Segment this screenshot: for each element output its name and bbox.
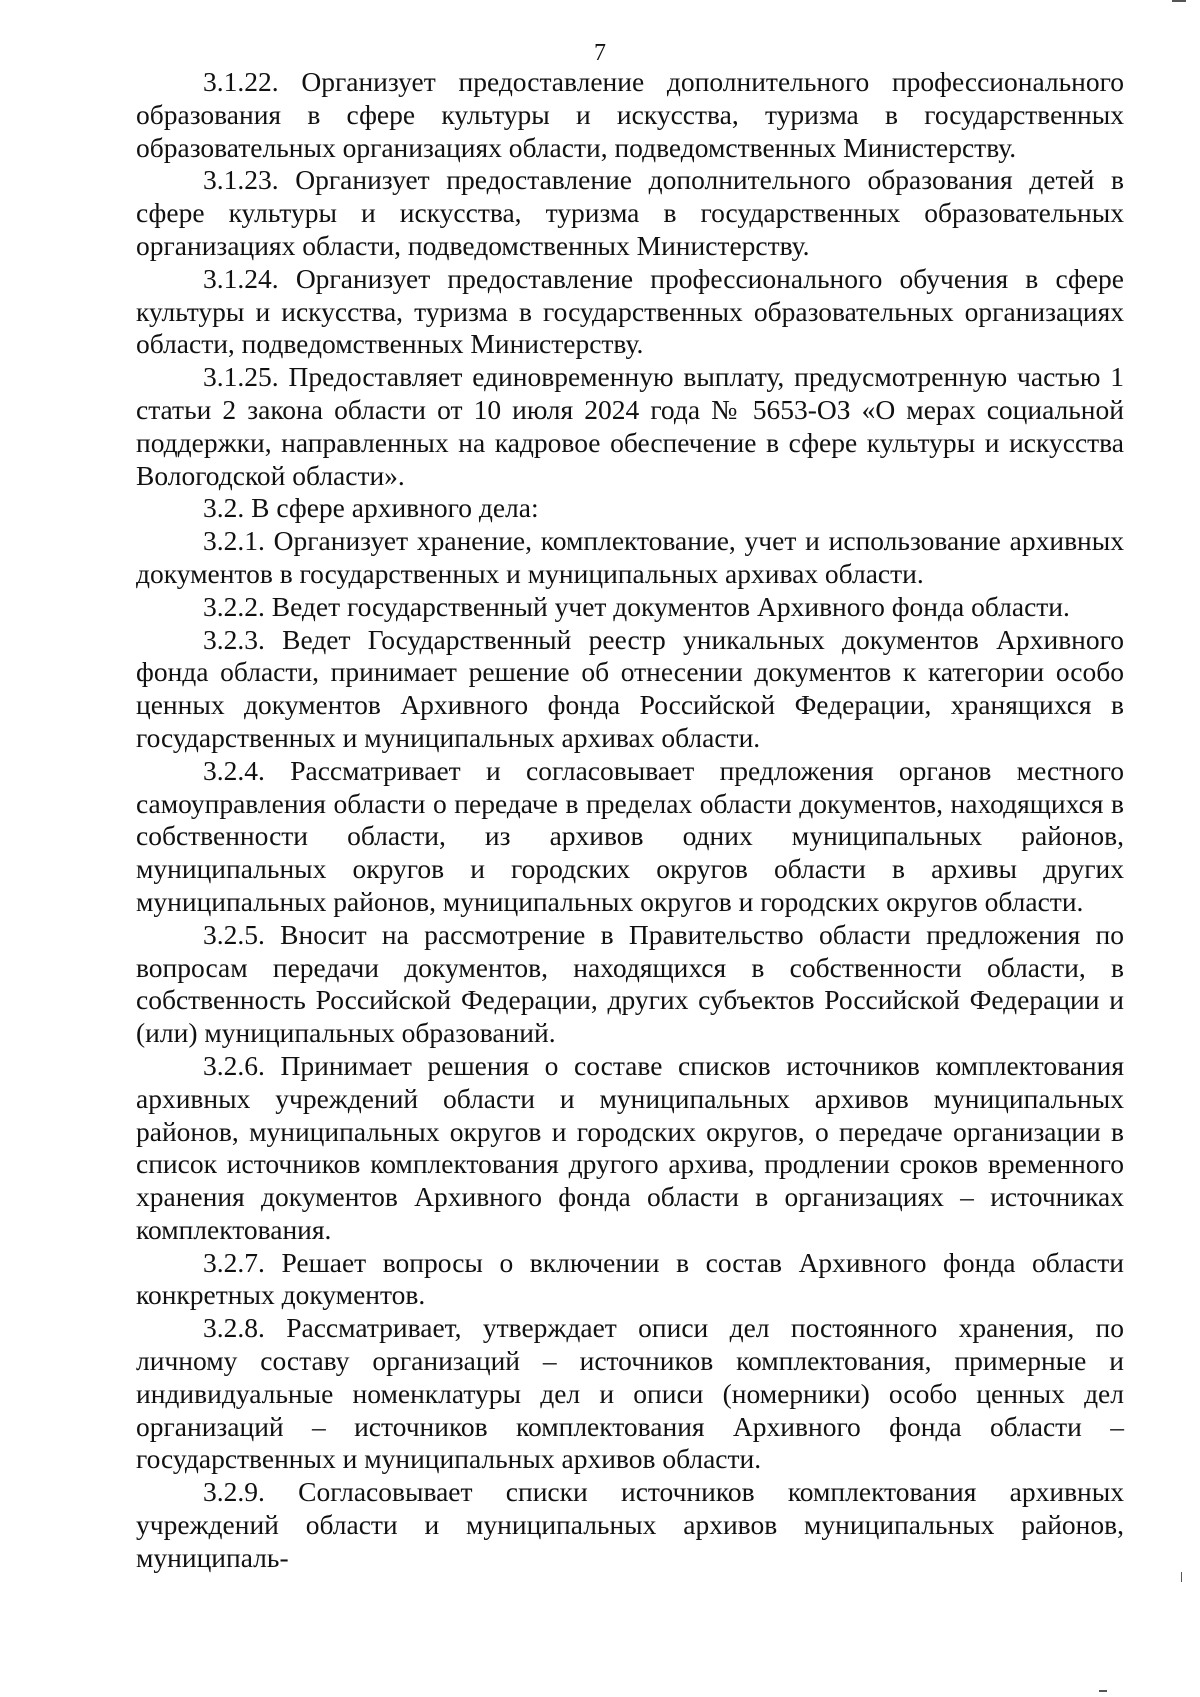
scan-artifact-top — [1172, 0, 1186, 2]
scan-artifact-right — [1181, 1572, 1182, 1582]
paragraph-3-2-2: 3.2.2. Ведет государственный учет документов Архивного фонда области. — [203, 590, 1070, 622]
document-body — [136, 66, 1124, 1575]
paragraph-3-1-23: 3.1.23. Организует предоставление дополнительного образования детей в сфере культуры и искусства, туризма в государственных образовательных организациях области, подведомственных Министерству. — [136, 164, 1124, 261]
paragraph-3-1-25: 3.1.25. Предоставляет единовременную выплату, предусмотренную частью 1 статьи 2 закона области от 10 июля 2024 года № 5653-ОЗ «О мерах социальной поддержки, направленных на кадровое обеспечение в сфере культуры и искусства Вологодской области». — [136, 361, 1124, 491]
paragraph-3-2-6: 3.2.6. Принимает решения о составе списков источников комплектования архивных учреждений области и муниципальных архивов муниципальных районов, муниципальных округов и городских округов, о передаче организации в список источников комплектования другого архива, продлении сроков временного хранения документов Архивного фонда области в организациях – источниках комплектования. — [136, 1049, 1124, 1245]
scan-artifact-bottom — [1099, 1690, 1107, 1692]
paragraph-3-2-3: 3.2.3. Ведет Государственный реестр уникальных документов Архивного фонда области, принимает решение об отнесении документов к категории особо ценных документов Архивного фонда Российской Федерации, хранящихся в государственных и муниципальных архивах области. — [136, 623, 1124, 753]
paragraph-3-2-5: 3.2.5. Вносит на рассмотрение в Правительство области предложения по вопросам передачи документов, находящихся в собственности области, в собственность Российской Федерации, других субъектов Российской Федерации и (или) муниципальных образований. — [136, 918, 1124, 1049]
page-number: 7 — [594, 40, 606, 66]
paragraph-3-2-8: 3.2.8. Рассматривает, утверждает описи дел постоянного хранения, по личному составу организаций – источников комплектования, примерные и индивидуальные номенклатуры дел и описи (номерники) особо ценных дел организаций – источников комплектования Архивного фонда области – государственных и муниципальных архивов области. — [136, 1312, 1124, 1475]
paragraph-3-2-1: 3.2.1. Организует хранение, комплектование, учет и использование архивных документов в государственных и муниципальных архивах области. — [136, 525, 1124, 589]
paragraph-3-1-24: 3.1.24. Организует предоставление профессионального обучения в сфере культуры и искусства, туризма в государственных образовательных организациях области, подведомственных Министерству. — [136, 262, 1124, 360]
paragraph-3-2-4: 3.2.4. Рассматривает и согласовывает предложения органов местного самоуправления области о передаче в пределах области документов, находящихся в собственности области, из архивов одних муниципальных районов, муниципальных округов и городских округов области в архивы других муниципальных районов, муниципальных округов и городских округов области. — [136, 754, 1124, 917]
paragraph-3-2-7: 3.2.7. Решает вопросы о включении в состав Архивного фонда области конкретных документов. — [136, 1246, 1124, 1311]
section-heading-3-2: 3.2. В сфере архивного дела: — [203, 492, 539, 524]
paragraph-3-2-9: 3.2.9. Согласовывает списки источников комплектования архивных учреждений области и муниципальных архивов муниципальных районов, муниципаль- — [136, 1476, 1124, 1573]
paragraph-3-1-22: 3.1.22. Организует предоставление дополнительного профессионального образования в сфере культуры и искусства, туризма в государственных образовательных организациях области, подведомственных Министерству. — [136, 66, 1124, 163]
